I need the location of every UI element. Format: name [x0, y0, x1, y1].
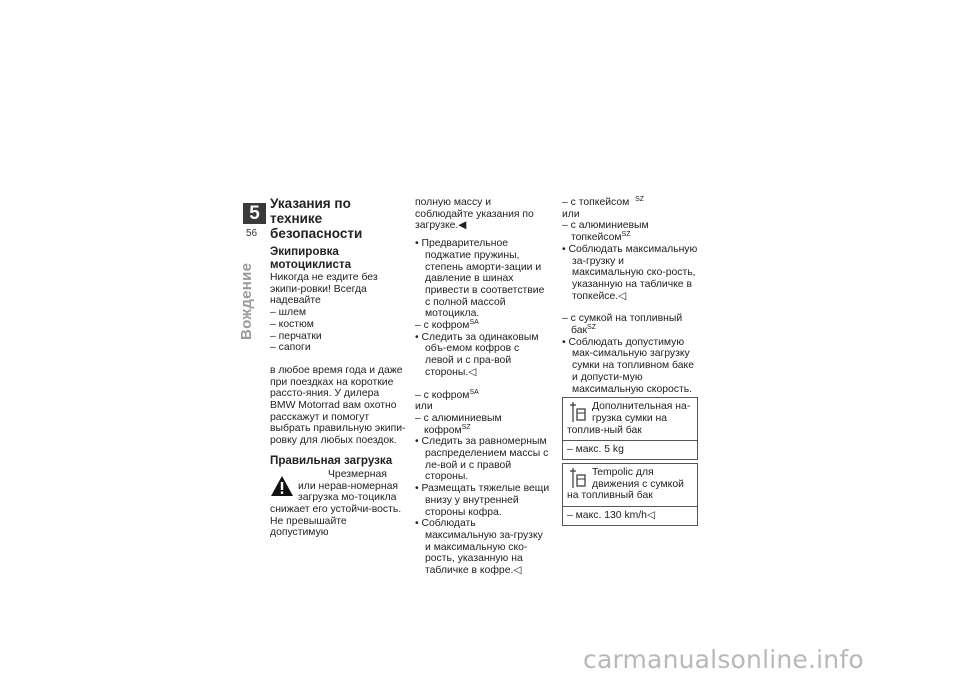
option-line: – с кофром$^{SA}$ [415, 388, 479, 401]
option-code: SZ [461, 423, 471, 431]
equipment-item: – перчатки [270, 330, 322, 342]
bullet-item: • Предварительное поджатие пружины, степень аморти-зации и давление в шинах привести в соответствие с полной массой мотоцикла. [415, 238, 545, 320]
spec-box-tank-bag-load [562, 397, 698, 460]
equipment-item: – сапоги [270, 342, 311, 354]
warning-text: Чрезмерная или нерав-номерная загрузка мо-тоцикла снижает его устойчи-вость. [270, 468, 402, 515]
spec-value: – макс. 130 km/h◁ [567, 510, 655, 522]
watermark-text: carmanualsonline.info [583, 645, 864, 674]
bullet-item: • Соблюдать максимальную за-грузку и максимальную ско-рость, указанную на табличке в топкейсе.◁ [562, 243, 698, 302]
column-2 [415, 197, 550, 577]
equipment-text: в любое время года и даже при поездках на короткие рассто-яния. У дилера BMW Motorrad вам охотно расскажут и помогут выбрать правильную экипи-ровку для любых поездок. [270, 364, 406, 447]
section-heading-equipment: Экипировка мотоциклиста [270, 245, 352, 271]
chapter-number: 5 [243, 203, 266, 224]
equipment-intro: Никогда не ездите без экипи-ровки! Всегда надевайте [270, 272, 378, 307]
option-line: – с алюминиевым кофром$^{SZ}$ [415, 412, 502, 436]
option-line: – с алюминиевым топкейсом$^{SZ}$ [562, 220, 649, 244]
spec-title: Дополнительная на-грузка сумки на топлив-ный бак [567, 401, 691, 436]
column-3 [562, 197, 698, 526]
spec-value: – макс. 5 kg [567, 444, 624, 456]
warning-block [270, 469, 406, 516]
speed-spec-icon [569, 467, 587, 489]
bullet-item: • Соблюдать максимальную за-грузку и максимальную ско-рость, указанную на табличке в кофре.◁ [415, 518, 543, 577]
option-code: SZ [621, 231, 631, 239]
bullet-item: • Соблюдать допустимую мак-симальную загрузку сумки на топливном баке и допусти-мую максимальную скорость. [562, 336, 694, 395]
page-title: Указания по технике безопасности [270, 196, 363, 241]
spec-box-tank-bag-speed [562, 463, 698, 526]
option-code: SZ [635, 196, 645, 203]
bullet-item: • Следить за равномерным распределением массы с ле-вой и с правой стороны. [415, 436, 549, 483]
loading-continued: полную массу и соблюдайте указания по загрузке.◀ [415, 197, 534, 232]
page-number: 56 [246, 228, 258, 239]
option-line: – с сумкой на топливный бак$^{SZ}$ [562, 313, 683, 337]
bullet-item: • Следить за одинаковым объ-емом кофров с левой и с пра-вой стороны.◁ [415, 331, 539, 378]
weight-spec-icon [569, 401, 587, 423]
option-code: SA [469, 388, 479, 396]
option-code: SA [469, 319, 479, 327]
equipment-item: – шлем [270, 307, 306, 319]
warning-after: Не превышайте допустимую [270, 515, 347, 539]
option-line: – с кофром$^{SA}$ [415, 319, 479, 332]
or-text: или [415, 401, 433, 413]
warning-triangle-icon [270, 475, 294, 497]
option-code: SZ [587, 324, 596, 332]
column-1 [270, 196, 406, 539]
chapter-side-label: Вождение [238, 262, 255, 340]
section-heading-loading: Правильная загрузка [270, 453, 393, 467]
or-text: или [562, 208, 580, 220]
bullet-item: • Размещать тяжелые вещи внизу у внутренней стороны кофра. [415, 483, 550, 518]
spec-title: Tempolic для движения с сумкой на топливный бак [567, 467, 684, 502]
option-line: – с топкейсом $^{SZ}$ [562, 196, 645, 208]
equipment-item: – костюм [270, 318, 314, 330]
